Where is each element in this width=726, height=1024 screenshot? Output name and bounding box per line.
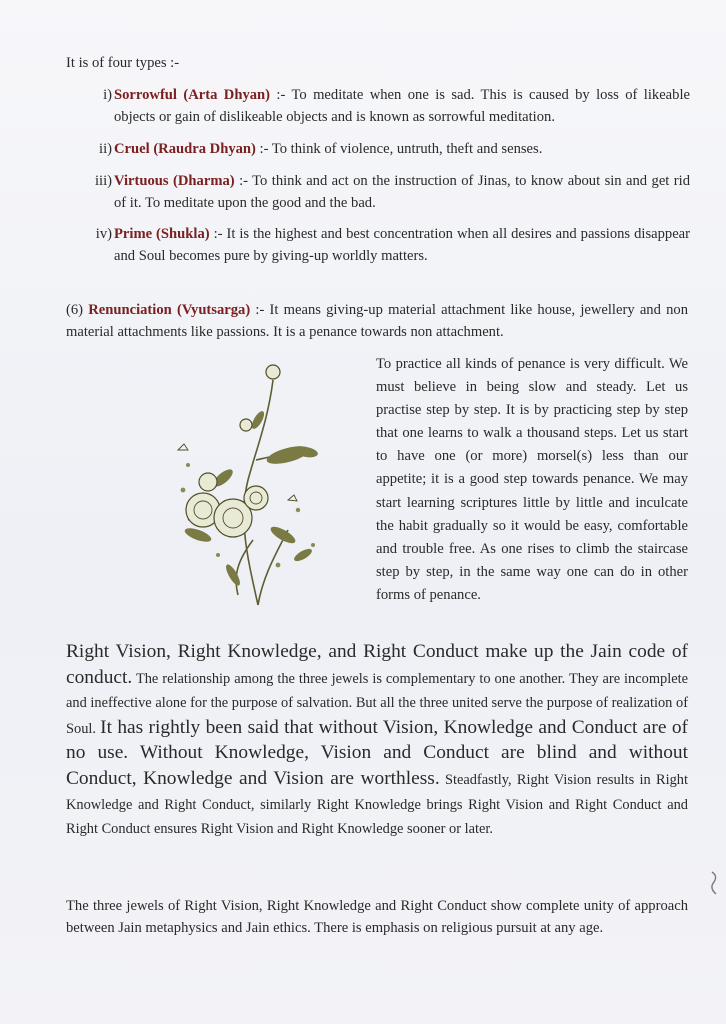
type-term: Prime (Shukla) [114,226,210,242]
list-text [114,223,690,267]
jewels-mid: The relationship among the three jewels is complementary to one another. They are incomplete and ineffective alone for the purpose of salvation. But all the three united serve the purpose of realization of Soul. [66,670,688,737]
list-number: i) [103,87,112,103]
renunciation-term: Renunciation (Vyutsarga) [88,302,251,318]
renunciation-paragraph [66,299,688,343]
jewels-tail: Steadfastly, Right Vision results in Right Knowledge and Right Conduct, similarly Right Knowledge brings Right Vision and Right Conduct and Right Conduct ensures Right Vision and Right Knowledge sooner or later. [66,771,688,838]
section-number: (6) [66,302,89,318]
type-term: Virtuous (Dharma) [114,173,235,189]
type-description: :- To meditate when one is sad. This is caused by loss of likeable objects or gain of dislikeable objects and is known as sorrowful meditation. [114,87,690,125]
intro-line: It is of four types :- [66,55,180,71]
type-description: :- To think of violence, untruth, theft and senses. [255,141,543,157]
list-text [114,84,690,128]
type-description: :- It is the highest and best concentration when all desires and passions disappear and Soul becomes pure by giving-up worldly matters. [114,226,691,264]
list-text [114,138,690,160]
type-term: Cruel (Raudra Dhyan) [114,141,256,157]
practice-paragraph: To practice all kinds of penance is very difficult. We must believe in being slow and steady. Let us practise step by step. It is by practicing step by step that one learns to walk a thousand steps. Let us start to have one (or more) morsel(s) less than our appetite; it is a good step towards penance. We may start learning scriptures little by little and inculcate the habit gradually so it would be easy, comfortable and trouble free. As one rises to climb the staircase step by step, in the same way one can do in other forms of penance. [376,356,688,603]
list-item [84,170,690,214]
list-number: iv) [95,226,112,242]
three-jewels-paragraph [66,640,688,842]
type-term: Sorrowful (Arta Dhyan) [114,87,271,103]
list-item [84,138,690,160]
list-text [114,170,690,214]
floral-bouquet-icon [138,360,338,620]
list-number: iii) [94,173,112,189]
list-number: ii) [99,141,112,157]
jewels-lead: Right Vision, Right Knowledge, and Right Conduct make up the Jain code of conduct. [66,641,688,688]
renunciation-description: :- It means giving-up material attachment like house, jewellery and non material attachments like passions. It is a penance towards non attachment. [66,302,688,340]
page-edge-mark-icon [708,868,722,898]
list-item [84,223,690,267]
jewels-emphasis: It has rightly been said that without Vision, Knowledge and Conduct are of no use. Without Knowledge, Vision and Conduct are blind and without Conduct, Knowledge and Vision are worthless. [66,716,688,789]
closing-paragraph: The three jewels of Right Vision, Right Knowledge and Right Conduct show complete unity of approach between Jain metaphysics and Jain ethics. There is emphasis on religious pursuit at any age. [66,898,688,937]
type-description: :- To think and act on the instruction of Jinas, to know about sin and get rid of it. To meditate upon the good and the bad. [114,173,690,211]
list-item [84,84,690,128]
